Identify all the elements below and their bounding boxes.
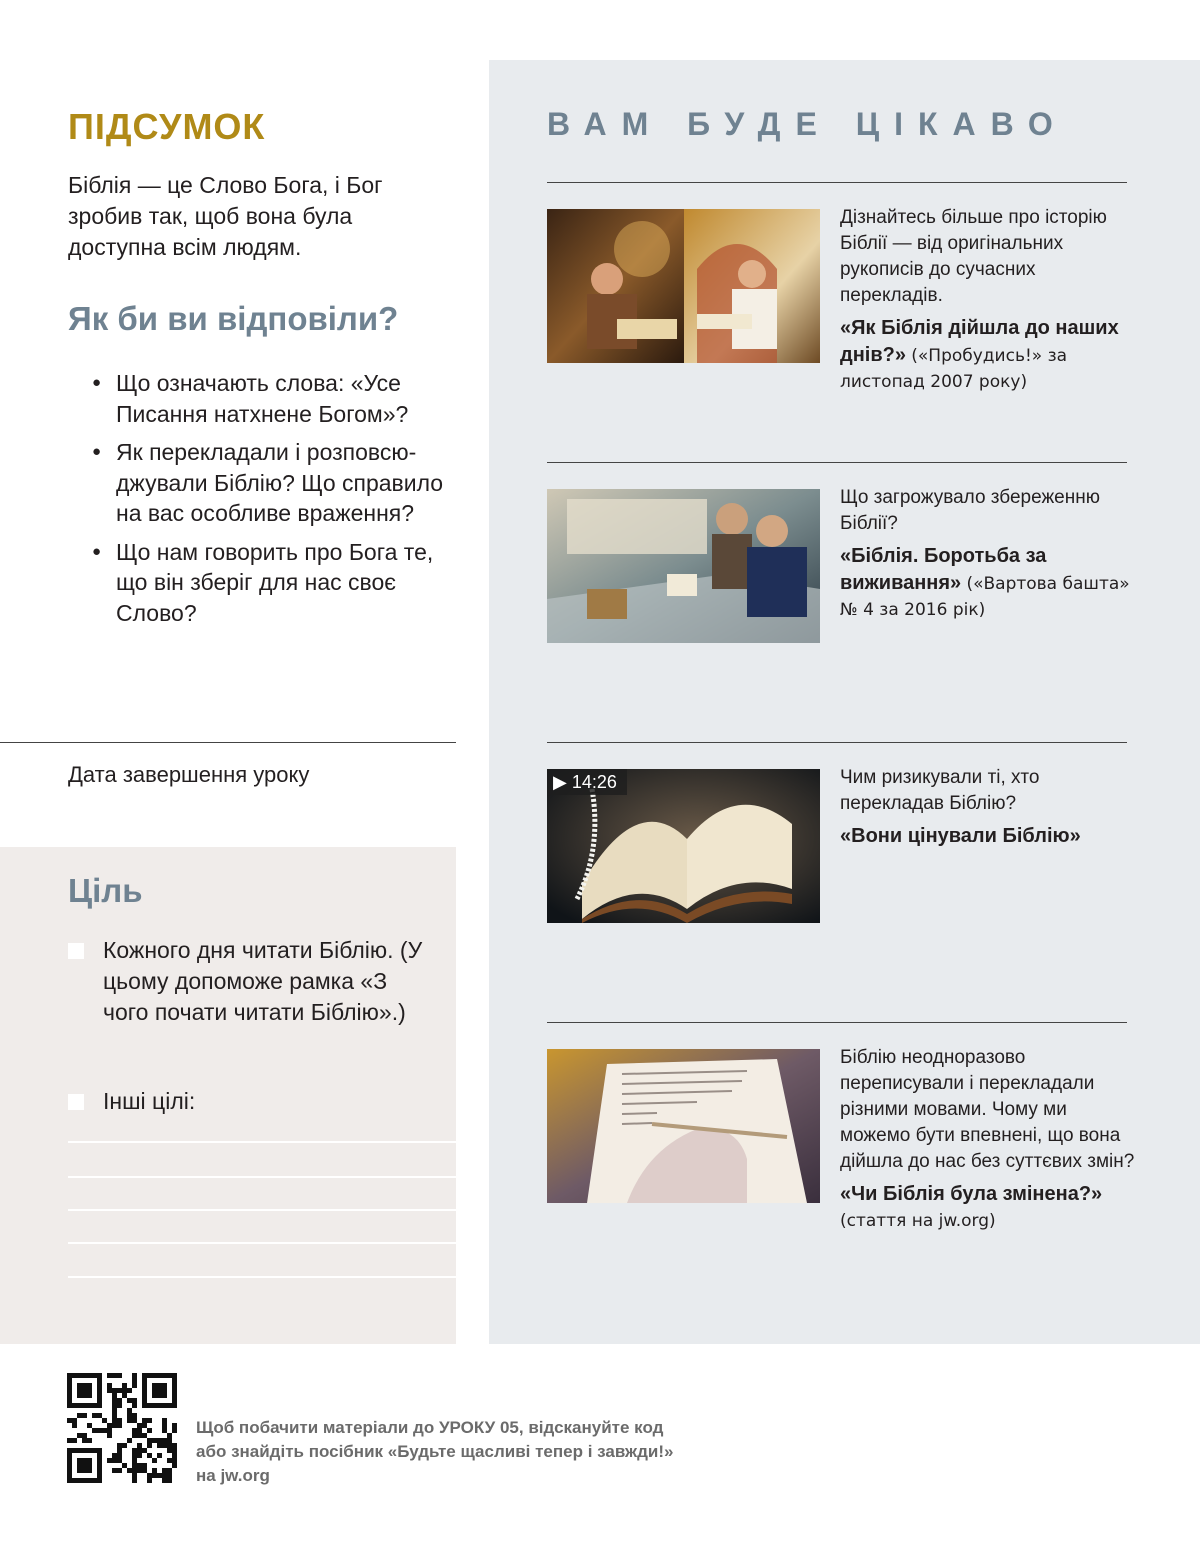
card-title-link[interactable]: «Біблія. Боротьба за виживання» (840, 545, 1047, 594)
card-title-link[interactable]: «Вони цінували Біблію» (840, 825, 1081, 847)
write-in-line[interactable] (68, 1141, 456, 1143)
checkbox[interactable] (68, 1094, 84, 1110)
goal-item-other (68, 1086, 195, 1117)
card-image-bible-survival[interactable] (547, 489, 820, 643)
card-image-bible-history[interactable] (547, 209, 820, 363)
goal-item-label: Кожного дня читати Біблію. (У цьому допоможе рамка «З чого почати читати Біблію».) (103, 937, 423, 1025)
card-source: («Вартова башта» № 4 за 2016 рік) (840, 574, 1130, 620)
summary-text: Біблія — це Слово Бога, і Бог зробив так, щоб вона була доступна всім людям. (68, 172, 383, 260)
question-item: ● Що нам говорить про Бога те, що він зберіг для нас своє Слово? (92, 537, 462, 629)
card-title-link[interactable]: «Чи Біблія була змінена?» (840, 1183, 1103, 1205)
question-item: ● Як перекладали і розповсюджували Біблію? Що справило на вас особливе враження? (92, 437, 462, 529)
divider (547, 462, 1127, 463)
footer-link[interactable]: на jw.org (196, 1466, 270, 1485)
card-source: (стаття на jw.org) (840, 1211, 996, 1231)
divider (547, 1022, 1127, 1023)
divider (0, 742, 456, 743)
questions-list (92, 368, 462, 636)
qr-code-icon[interactable] (67, 1373, 177, 1483)
card-image-bible-changed[interactable] (547, 1049, 820, 1203)
footer-text (196, 1416, 756, 1488)
card-text (840, 205, 1135, 395)
goal-item-label: Інші цілі: (103, 1088, 196, 1114)
completion-date-label: Дата завершення уроку (68, 762, 310, 787)
card-video-thumbnail[interactable] (547, 769, 820, 923)
card-description: Чим ризикували ті, хто перекладав Біблію? (840, 767, 1040, 814)
write-in-line[interactable] (68, 1176, 456, 1178)
interest-heading: ВАМ БУДЕ ЦІКАВО (547, 106, 1068, 142)
card-source: («Пробудись!» за листопад 2007 року) (840, 346, 1068, 392)
footer-line: Щоб побачити матеріали до УРОКУ 05, відскануйте код (196, 1418, 664, 1437)
video-duration-badge (547, 769, 627, 795)
card-description: Що загрожувало збереженню Біблії? (840, 487, 1100, 534)
card-text (840, 1045, 1135, 1234)
divider (547, 182, 1127, 183)
goal-item-daily-reading (68, 935, 428, 1028)
write-in-line[interactable] (68, 1242, 456, 1244)
play-icon: ▶ (553, 772, 567, 792)
divider (547, 742, 1127, 743)
card-title-link[interactable]: «Як Біблія дійшла до наших днів?» (840, 317, 1119, 366)
checkbox[interactable] (68, 943, 84, 959)
goal-heading: Ціль (68, 872, 143, 909)
write-in-line[interactable] (68, 1209, 456, 1211)
card-text (840, 485, 1135, 623)
question-item: ● Що означають слова: «Усе Писання натхнене Богом»? (92, 368, 462, 429)
questions-heading: Як би ви відповіли? (68, 300, 399, 337)
write-in-line[interactable] (68, 1276, 456, 1278)
card-description: Біблію неодноразово переписували і перекладали різними мовами. Чому ми можемо бути впевнені, що вона дійшла до нас без суттєвих змін? (840, 1047, 1135, 1172)
footer-line: або знайдіть посібник «Будьте щасливі тепер і завжди!» (196, 1442, 674, 1461)
card-text (840, 765, 1135, 850)
video-duration: 14:26 (571, 772, 617, 792)
card-description: Дізнайтесь більше про історію Біблії — від оригінальних рукописів до сучасних перекладів. (840, 207, 1107, 306)
summary-heading: ПІДСУМОК (68, 106, 266, 147)
